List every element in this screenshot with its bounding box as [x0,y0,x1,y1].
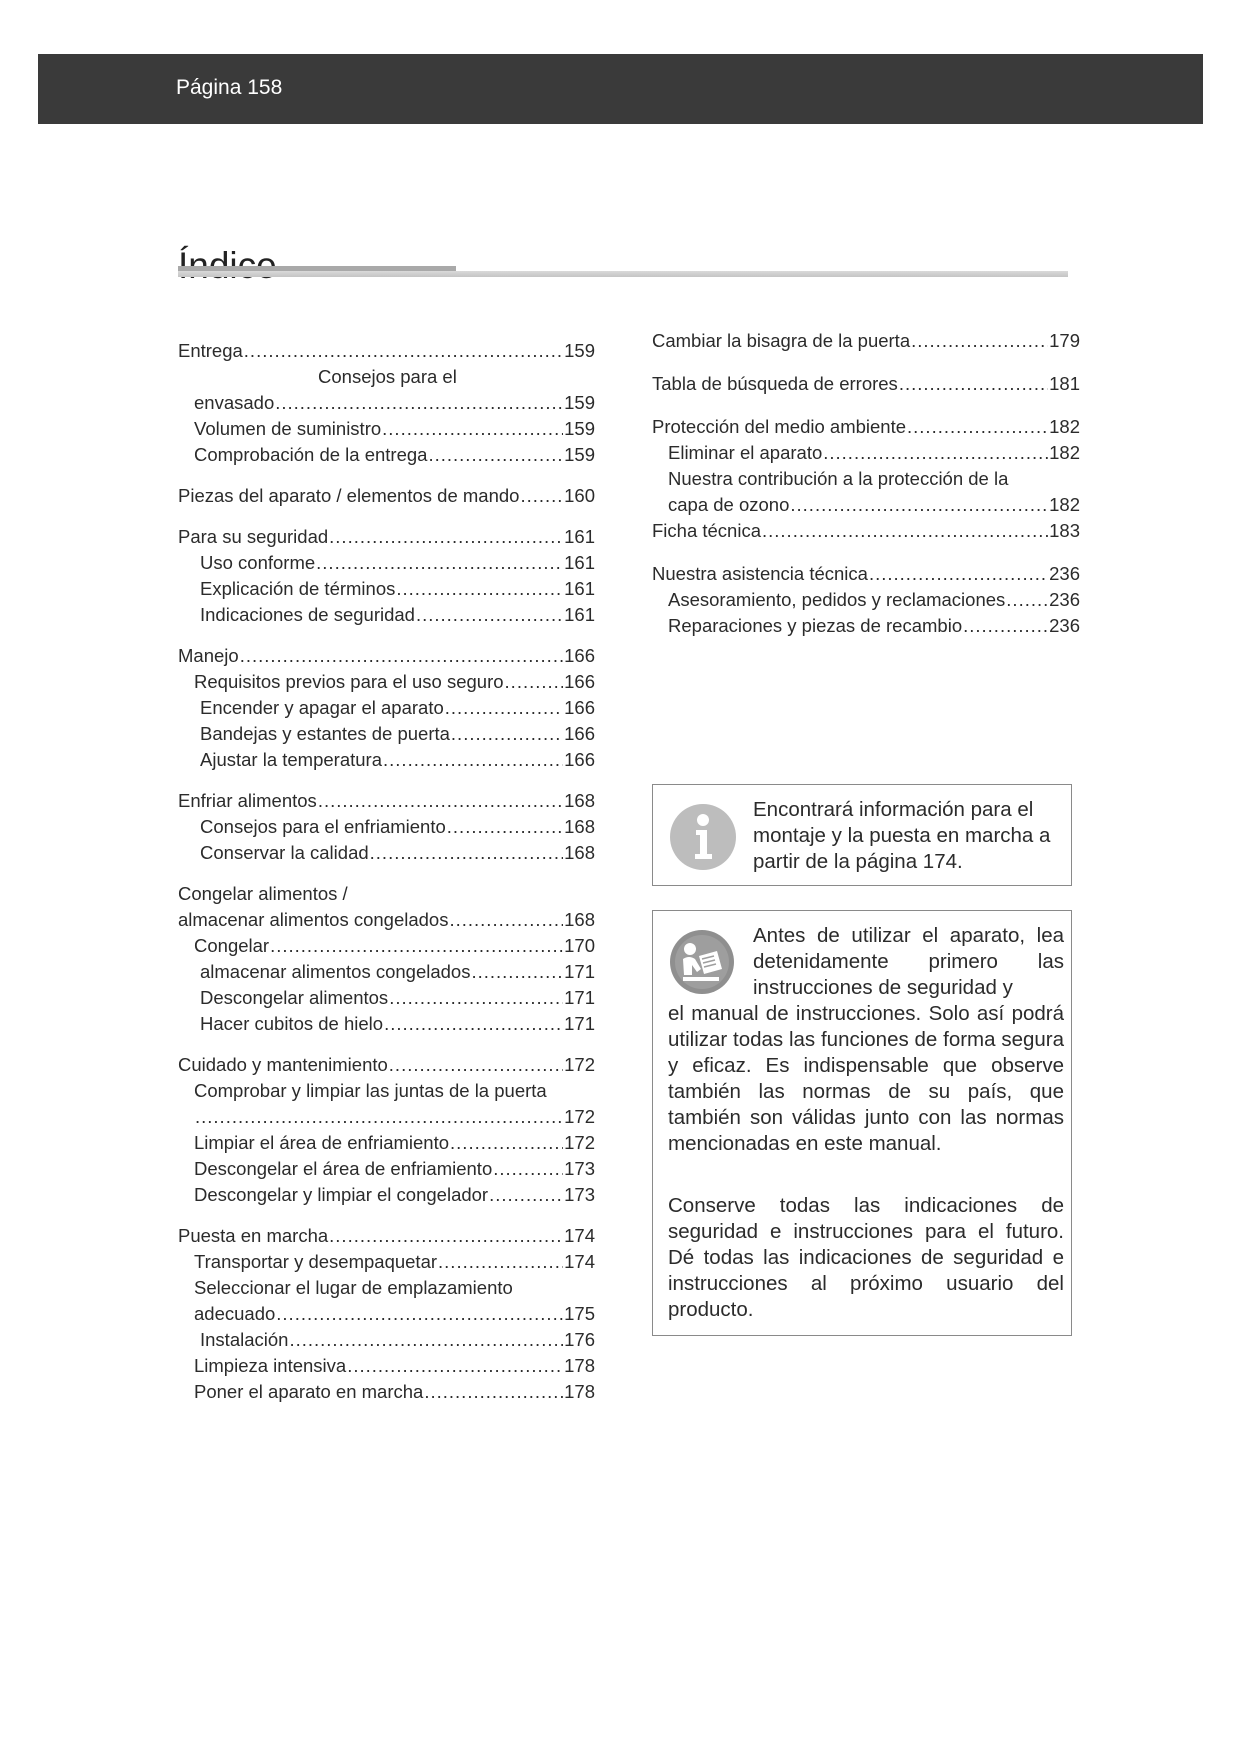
toc-page-number: 161 [564,604,595,625]
toc-entry[interactable] [178,933,595,959]
toc-page-number: 159 [564,340,595,361]
toc-entry[interactable] [178,1130,595,1156]
toc-entry-label: Eliminar el aparato [668,442,823,463]
toc-entry[interactable] [178,840,595,866]
toc-entry-label: Uso conforme [200,552,316,573]
toc-leader-dots [823,440,1048,466]
toc-page-number: 173 [564,1184,595,1205]
toc-page-number: 170 [564,935,595,956]
info-notice-text: Encontrará información para el montaje y la puesta en marcha a partir de la página 174. [753,798,1051,873]
toc-leader-dots [382,416,563,442]
toc-entry-label: Requisitos previos para el uso seguro [194,671,504,692]
toc-entry[interactable] [178,1249,595,1275]
toc-leader-dots [329,1223,563,1249]
toc-entry-heading: Seleccionar el lugar de emplazamiento [194,1277,513,1298]
toc-entry[interactable] [178,1379,595,1405]
toc-entry-label: Explicación de términos [200,578,396,599]
toc-entry-label: Consejos para el enfriamiento [200,816,446,837]
toc-entry[interactable] [178,442,595,468]
toc-page-number: 166 [564,645,595,666]
toc-leader-dots [907,414,1048,440]
toc-entry-label: Encender y apagar el aparato [200,697,444,718]
toc-page-number: 182 [1049,416,1080,437]
toc-page-number: 166 [564,749,595,770]
toc-entry[interactable] [178,747,595,773]
table-of-contents-right [652,328,1080,656]
toc-page-number: 168 [564,816,595,837]
toc-leader-dots [389,1052,563,1078]
toc-leader-dots [384,1011,563,1037]
toc-entry[interactable] [178,390,595,416]
toc-entry-label: Manejo [178,645,239,666]
toc-entry[interactable] [178,669,595,695]
toc-entry-label: Instalación [200,1329,289,1350]
toc-page-number: 236 [1049,615,1080,636]
toc-leader-dots [270,933,563,959]
toc-leader-dots [790,492,1048,518]
toc-page-number: 236 [1049,563,1080,584]
toc-group [178,788,595,866]
toc-page-number: 172 [564,1132,595,1153]
toc-page-number: 171 [564,961,595,982]
info-icon [669,803,737,878]
toc-entry-label: Asesoramiento, pedidos y reclamaciones [668,589,1006,610]
toc-group [178,881,595,1037]
toc-entry-label: Hacer cubitos de hielo [200,1013,384,1034]
toc-leader-dots [869,561,1048,587]
toc-entry-label: almacenar alimentos congelados [200,961,471,982]
safety-line-1: Antes de utilizar el aparato, lea [753,924,1064,947]
toc-entry[interactable] [652,587,1080,613]
toc-group [178,338,595,468]
table-of-contents-left [178,338,595,1420]
toc-entry[interactable] [178,1011,595,1037]
toc-leader-dots [389,985,563,1011]
keep-instructions-paragraph: Conserve todas las indicaciones de seguridad e instrucciones para el futuro. Dé todas las indicaciones de seguridad e instrucciones al próximo usuario del producto. [668,1194,1064,1321]
toc-page-number: 172 [564,1054,595,1075]
toc-entry-label: almacenar alimentos congelados [178,909,449,930]
toc-leader-dots [347,1353,563,1379]
toc-group [178,524,595,628]
toc-entry[interactable] [652,613,1080,639]
info-notice-box [652,784,1072,886]
toc-leader-dots [451,721,563,747]
toc-entry-label: capa de ozono [668,494,790,515]
toc-leader-dots [449,907,563,933]
toc-entry[interactable] [652,328,1080,354]
toc-entry-heading: Congelar alimentos / [178,883,348,904]
toc-leader-dots [438,1249,563,1275]
toc-page-number: 173 [564,1158,595,1179]
toc-entry[interactable] [178,721,595,747]
toc-entry-label: Ficha técnica [652,520,761,541]
toc-entry-label: Conservar la calidad [200,842,369,863]
toc-entry-label: Limpieza intensiva [194,1355,347,1376]
toc-leader-dots [370,840,563,866]
toc-leader-dots [195,1104,563,1130]
toc-entry-label: Ajustar la temperatura [200,749,383,770]
toc-entry-label: Indicaciones de seguridad [200,604,415,625]
toc-entry[interactable] [178,959,595,985]
toc-leader-dots [963,613,1048,639]
toc-entry[interactable] [178,985,595,1011]
safety-line-3: instrucciones de seguridad y [753,976,1013,999]
title-underline-accent [178,266,456,271]
toc-entry[interactable] [178,643,595,669]
toc-page-number: 161 [564,552,595,573]
toc-leader-dots [416,602,563,628]
toc-page-number: 178 [564,1355,595,1376]
toc-entry[interactable] [652,440,1080,466]
toc-leader-dots [383,747,563,773]
toc-page-number: 181 [1049,373,1080,394]
toc-entry-label: Piezas del aparato / elementos de mando [178,485,520,506]
toc-entry-label: Reparaciones y piezas de recambio [668,615,963,636]
toc-page-number: 176 [564,1329,595,1350]
toc-leader-dots [318,788,563,814]
toc-leader-dots [275,390,563,416]
toc-entry-label: Cambiar la bisagra de la puerta [652,330,911,351]
toc-entry[interactable] [178,602,595,628]
toc-entry[interactable] [178,1327,595,1353]
toc-entry-label: envasado [194,392,275,413]
toc-leader-dots [424,1379,563,1405]
toc-entry-heading: Comprobar y limpiar las juntas de la puerta [194,1080,547,1101]
toc-entry-label: Limpiar el área de enfriamiento [194,1132,450,1153]
toc-entry-label: Cuidado y mantenimiento [178,1054,388,1075]
safety-paragraph-rest: el manual de instrucciones. Solo así podrá utilizar todas las funciones de forma segura y eficaz. Es indispensable que observe también las normas de su país, que también son válidas junto con las normas mencionadas en este manual. [668,1002,1064,1155]
toc-entry-label: Descongelar alimentos [200,987,389,1008]
toc-page-number: 182 [1049,442,1080,463]
toc-page-number: 159 [564,392,595,413]
toc-page-number: 160 [564,485,595,506]
toc-entry[interactable] [652,561,1080,587]
toc-page-number: 174 [564,1251,595,1272]
toc-entry-label: Poner el aparato en marcha [194,1381,424,1402]
toc-page-number: 171 [564,1013,595,1034]
toc-page-number: 168 [564,790,595,811]
toc-leader-dots [445,695,563,721]
toc-leader-dots [450,1130,563,1156]
toc-leader-dots [493,1156,563,1182]
toc-group [652,371,1080,397]
toc-entry-label: Congelar [194,935,270,956]
toc-entry-label: Comprobación de la entrega [194,444,428,465]
toc-entry[interactable] [178,1182,595,1208]
title-underline [178,271,1068,277]
toc-entry-label: Descongelar el área de enfriamiento [194,1158,493,1179]
toc-entry-label: Descongelar y limpiar el congelador [194,1184,489,1205]
toc-entry[interactable] [178,524,595,550]
safety-notice-box [652,910,1072,1336]
toc-entry-heading: Nuestra contribución a la protección de la [668,468,1009,489]
toc-entry[interactable] [178,1223,595,1249]
toc-leader-dots [520,483,563,509]
toc-page-number: 183 [1049,520,1080,541]
toc-entry-label: Puesta en marcha [178,1225,329,1246]
toc-leader-dots [505,669,564,695]
toc-page-number: 168 [564,842,595,863]
toc-page-number: 172 [564,1106,595,1127]
toc-page-number: 182 [1049,494,1080,515]
toc-entry[interactable] [178,788,595,814]
toc-entry-label: Protección del medio ambiente [652,416,907,437]
toc-group [652,414,1080,544]
toc-entry[interactable] [178,416,595,442]
toc-entry-label: Transportar y desempaquetar [194,1251,438,1272]
toc-group [178,1052,595,1208]
toc-entry[interactable] [178,483,595,509]
toc-entry[interactable] [178,1156,595,1182]
toc-group [178,1223,595,1405]
toc-leader-dots [316,550,563,576]
toc-leader-dots [428,442,563,468]
safety-notice-paragraph [668,923,1064,1157]
toc-page-number: 166 [564,671,595,692]
toc-group [178,643,595,773]
toc-entry[interactable] [652,492,1080,518]
toc-entry[interactable] [178,907,595,933]
toc-page-number: 236 [1049,589,1080,610]
toc-entry[interactable] [178,1301,595,1327]
toc-entry[interactable] [178,695,595,721]
toc-page-number: 178 [564,1381,595,1402]
toc-entry[interactable] [178,338,595,364]
toc-entry[interactable] [178,550,595,576]
toc-entry[interactable] [178,1104,595,1130]
toc-group [652,561,1080,639]
toc-entry[interactable] [178,814,595,840]
toc-entry[interactable] [652,414,1080,440]
toc-entry-label: adecuado [194,1303,276,1324]
toc-leader-dots [447,814,563,840]
toc-leader-dots [899,371,1048,397]
toc-leader-dots [240,643,563,669]
page-header-bar [38,54,1203,124]
toc-leader-dots [911,328,1048,354]
toc-page-number: 166 [564,723,595,744]
toc-leader-dots [329,524,563,550]
toc-page-number: 166 [564,697,595,718]
toc-entry-label: Nuestra asistencia técnica [652,563,868,584]
toc-leader-dots [471,959,563,985]
toc-entry-label: Volumen de suministro [194,418,382,439]
toc-entry[interactable] [652,518,1080,544]
toc-entry[interactable] [652,371,1080,397]
toc-leader-dots [276,1301,563,1327]
toc-page-number: 171 [564,987,595,1008]
toc-entry-label: Enfriar alimentos [178,790,317,811]
toc-page-number: 159 [564,418,595,439]
toc-entry-heading: Consejos para el [318,366,457,387]
toc-leader-dots [762,518,1048,544]
toc-leader-dots [289,1327,563,1353]
toc-group [652,328,1080,354]
toc-entry[interactable] [178,1353,595,1379]
toc-entry-label: Bandejas y estantes de puerta [200,723,450,744]
toc-entry[interactable] [178,576,595,602]
toc-entry[interactable] [178,1052,595,1078]
page-number: Página 158 [176,76,283,99]
toc-leader-dots [244,338,563,364]
toc-page-number: 161 [564,578,595,599]
toc-page-number: 175 [564,1303,595,1324]
toc-page-number: 179 [1049,330,1080,351]
toc-entry-label: Para su seguridad [178,526,329,547]
toc-page-number: 168 [564,909,595,930]
toc-page-number: 159 [564,444,595,465]
toc-page-number: 161 [564,526,595,547]
toc-entry-label: Entrega [178,340,243,361]
toc-entry-label: Tabla de búsqueda de errores [652,373,898,394]
toc-leader-dots [489,1182,563,1208]
toc-leader-dots [396,576,563,602]
toc-group [178,483,595,509]
toc-page-number: 174 [564,1225,595,1246]
safety-line-2: detenidamente primero las [753,950,1064,973]
toc-leader-dots [1006,587,1048,613]
